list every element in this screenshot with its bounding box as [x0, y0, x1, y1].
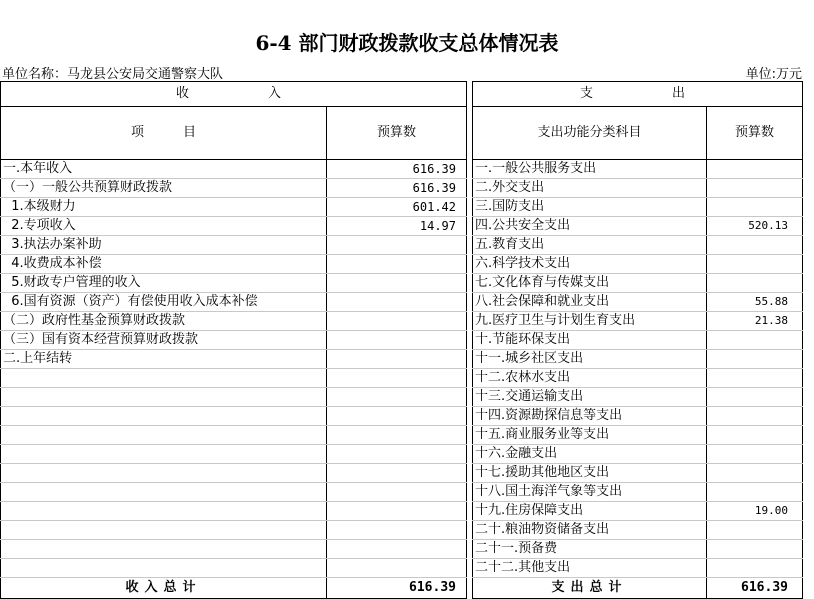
expense-amount-cell: [707, 407, 803, 426]
income-amount-cell: [327, 331, 467, 350]
expense-subject-cell: 六.科学技术支出: [473, 255, 707, 274]
expense-subject-cell: 二.外交支出: [473, 179, 707, 198]
expense-subject-cell: 二十二.其他支出: [473, 559, 707, 578]
income-amount-cell: [327, 483, 467, 502]
income-item-cell: 一.本年收入: [1, 160, 327, 179]
expense-amount-cell: [707, 559, 803, 578]
expense-subject-cell: 十五.商业服务业等支出: [473, 426, 707, 445]
income-item-cell: 5.财政专户管理的收入: [1, 274, 327, 293]
table-row: [1, 293, 803, 312]
table-row: [1, 540, 803, 559]
unit-name: 单位名称：马龙县公安局交通警察大队: [2, 67, 224, 82]
income-item-cell: [1, 426, 327, 445]
table-row: [1, 559, 803, 578]
table-row: [1, 312, 803, 331]
expense-amount-cell: [707, 483, 803, 502]
income-amount-cell: [327, 255, 467, 274]
expense-subject-cell: 十二.农林水支出: [473, 369, 707, 388]
expense-amount-cell: [707, 236, 803, 255]
table-row: [1, 388, 803, 407]
income-item-cell: [1, 559, 327, 578]
expense-amount-cell: [707, 274, 803, 293]
income-item-cell: [1, 540, 327, 559]
income-amount-cell: [327, 426, 467, 445]
item-header: 项 目: [1, 107, 327, 160]
table-row: [1, 350, 803, 369]
budget-header: 预算数: [327, 107, 467, 160]
table-row: [1, 483, 803, 502]
income-amount-cell: 616.39: [327, 179, 467, 198]
budget-table: [0, 81, 803, 599]
table-row: [1, 521, 803, 540]
table-row: [1, 445, 803, 464]
income-amount-cell: [327, 464, 467, 483]
unit-label: 单位:万元: [745, 67, 802, 82]
expense-subject-cell: 十三.交通运输支出: [473, 388, 707, 407]
income-amount-cell: 616.39: [327, 160, 467, 179]
expense-amount-cell: 19.00: [707, 502, 803, 521]
income-item-cell: 1.本级财力: [1, 198, 327, 217]
income-item-cell: 二.上年结转: [1, 350, 327, 369]
table-row: [1, 217, 803, 236]
table-row: [1, 236, 803, 255]
expense-subject-cell: 五.教育支出: [473, 236, 707, 255]
expense-subject-cell: 十四.资源勘探信息等支出: [473, 407, 707, 426]
expense-amount-cell: [707, 350, 803, 369]
table-row: [1, 331, 803, 350]
income-item-cell: [1, 502, 327, 521]
income-item-cell: [1, 407, 327, 426]
income-amount-cell: [327, 445, 467, 464]
income-header: 收 入: [1, 82, 467, 107]
expense-amount-cell: 21.38: [707, 312, 803, 331]
expense-subject-cell: 十七.援助其他地区支出: [473, 464, 707, 483]
income-item-cell: [1, 521, 327, 540]
income-item-cell: 6.国有资源（资产）有偿使用收入成本补偿: [1, 293, 327, 312]
expense-subject-cell: 三.国防支出: [473, 198, 707, 217]
expense-amount-cell: [707, 445, 803, 464]
expense-subject-cell: 一.一般公共服务支出: [473, 160, 707, 179]
expense-amount-cell: 55.88: [707, 293, 803, 312]
expense-subject-cell: 二十一.预备费: [473, 540, 707, 559]
expense-subject-cell: 二十.粮油物资储备支出: [473, 521, 707, 540]
table-row: [1, 426, 803, 445]
expense-amount-cell: [707, 521, 803, 540]
expense-amount-cell: [707, 388, 803, 407]
expense-amount-cell: [707, 160, 803, 179]
income-item-cell: （二）政府性基金预算财政拨款: [1, 312, 327, 331]
table-row: [1, 407, 803, 426]
income-amount-cell: [327, 559, 467, 578]
income-item-cell: 4.收费成本补偿: [1, 255, 327, 274]
expense-subject-cell: 七.文化体育与传媒支出: [473, 274, 707, 293]
expense-amount-cell: [707, 426, 803, 445]
table-row: [1, 255, 803, 274]
expense-amount-cell: [707, 255, 803, 274]
expense-subject-cell: 十九.住房保障支出: [473, 502, 707, 521]
expense-amount-cell: [707, 540, 803, 559]
expense-amount-cell: 520.13: [707, 217, 803, 236]
income-amount-cell: [327, 274, 467, 293]
table-row: [1, 179, 803, 198]
expense-amount-cell: [707, 369, 803, 388]
expense-header: 支 出: [473, 82, 803, 107]
income-amount-cell: 601.42: [327, 198, 467, 217]
expense-amount-cell: [707, 198, 803, 217]
expense-subject-cell: 十一.城乡社区支出: [473, 350, 707, 369]
expense-subject-cell: 十.节能环保支出: [473, 331, 707, 350]
table-row: [1, 464, 803, 483]
income-item-cell: 2.专项收入: [1, 217, 327, 236]
expense-subject-cell: 九.医疗卫生与计划生育支出: [473, 312, 707, 331]
income-amount-cell: [327, 540, 467, 559]
expense-subject-cell: 十八.国土海洋气象等支出: [473, 483, 707, 502]
income-total-label: 收入总计: [1, 578, 327, 599]
income-item-cell: （三）国有资本经营预算财政拨款: [1, 331, 327, 350]
income-amount-cell: [327, 369, 467, 388]
income-item-cell: （一）一般公共预算财政拨款: [1, 179, 327, 198]
income-item-cell: [1, 464, 327, 483]
income-amount-cell: [327, 293, 467, 312]
expense-amount-cell: [707, 464, 803, 483]
expense-amount-cell: [707, 179, 803, 198]
income-total-value: 616.39: [327, 578, 467, 599]
income-amount-cell: [327, 407, 467, 426]
table-row: [1, 274, 803, 293]
expense-total-label: 支出总计: [473, 578, 707, 599]
expense-amount-cell: [707, 331, 803, 350]
func-subject-header: 支出功能分类科目: [473, 107, 707, 160]
income-amount-cell: [327, 236, 467, 255]
income-item-cell: [1, 445, 327, 464]
page-title: 6-4 部门财政拨款收支总体情况表: [255, 31, 559, 55]
income-item-cell: 3.执法办案补助: [1, 236, 327, 255]
income-amount-cell: [327, 502, 467, 521]
income-item-cell: [1, 483, 327, 502]
expense-subject-cell: 八.社会保障和就业支出: [473, 293, 707, 312]
income-amount-cell: [327, 388, 467, 407]
income-amount-cell: [327, 521, 467, 540]
expense-subject-cell: 十六.金融支出: [473, 445, 707, 464]
table-row: [1, 502, 803, 521]
table-row: [1, 160, 803, 179]
income-item-cell: [1, 369, 327, 388]
budget2-header: 预算数: [707, 107, 803, 160]
income-amount-cell: [327, 350, 467, 369]
table-row: [1, 369, 803, 388]
expense-total-value: 616.39: [707, 578, 803, 599]
expense-subject-cell: 四.公共安全支出: [473, 217, 707, 236]
table-row: [1, 198, 803, 217]
income-amount-cell: 14.97: [327, 217, 467, 236]
income-item-cell: [1, 388, 327, 407]
income-amount-cell: [327, 312, 467, 331]
